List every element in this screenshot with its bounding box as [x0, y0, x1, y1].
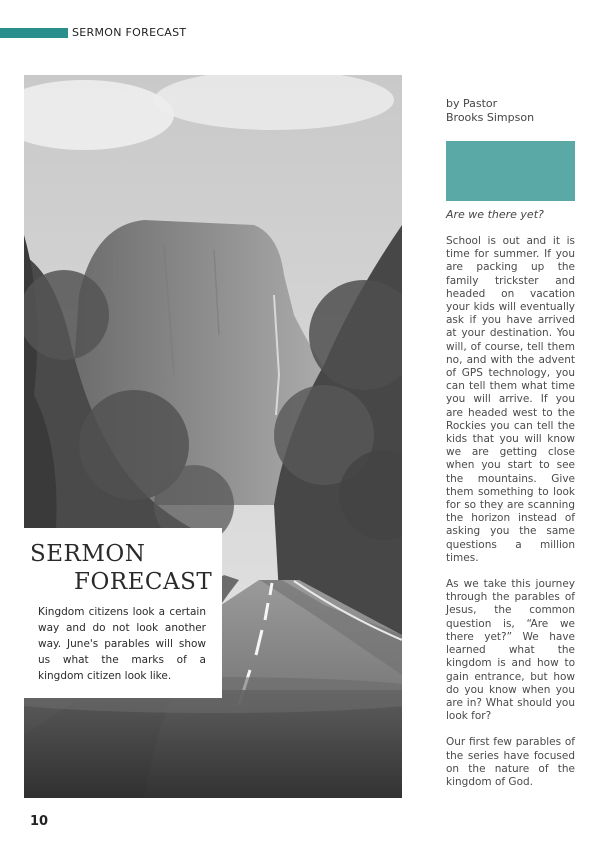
- article-paragraph: Our first few parables of the series have focused on the nature of the kingdom of God.: [446, 736, 575, 788]
- section-label: SERMON FORECAST: [72, 26, 187, 39]
- section-accent-bar: [0, 28, 68, 38]
- byline-line-1: by Pastor: [446, 97, 498, 110]
- teal-accent-block: [446, 141, 575, 201]
- page-number: 10: [30, 814, 49, 829]
- headline-line-2: FORECAST: [74, 569, 213, 595]
- headline-line-1: SERMON: [30, 541, 146, 567]
- article-question: Are we there yet?: [446, 208, 544, 221]
- feature-intro: Kingdom citizens look a certain way and do not look another way. June's parables will show us what the marks of a kingdom citizen look like.: [38, 606, 206, 682]
- feature-headline: [30, 540, 215, 596]
- byline-author: Brooks Simpson: [446, 111, 535, 124]
- article-paragraph: School is out and it is time for summer. If you are packing up the family trickster and headed on vacation your kids will eventually ask if you have arrived at your destination. You will, of course, tell them no, and with the advent of GPS technology, you can tell them what time you will arrive. If you are headed west to the Rockies you can tell the kids that you will know we are getting close when you start to see the mountains. Give them something to look for so they are scanning the horizon instead of asking you the same questions a million times.: [446, 235, 575, 564]
- byline: [446, 97, 576, 125]
- article-paragraph: As we take this journey through the parables of Jesus, the common question is, “Are we there yet?” We have learned what the kingdom is and how to gain entrance, but how do you know when you are in? What should you look for?: [446, 578, 575, 723]
- article-body: [446, 235, 575, 802]
